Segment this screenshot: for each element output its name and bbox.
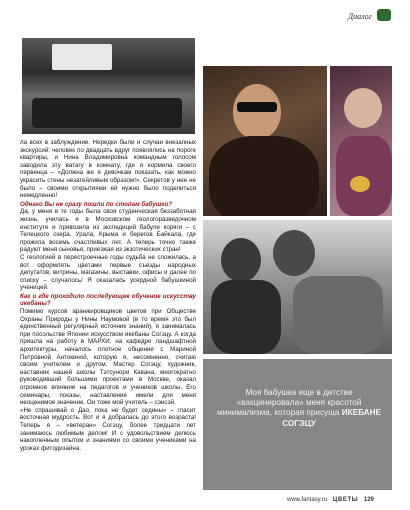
women-arranging-flowers-photo <box>203 220 392 354</box>
pull-quote-emphasis: ИКЕБАНЕ СОГЭЦУ <box>282 408 381 428</box>
interview-question: Как и где проходило последующее обучение искусству икебаны? <box>20 292 196 308</box>
footer-magazine: ЦВЕТЫ <box>332 497 359 503</box>
man-with-glasses-photo <box>203 66 327 216</box>
lecture-hall-photo <box>22 38 195 134</box>
section-logo: Диалог <box>348 12 372 21</box>
paragraph: С геологией в перестроечные годы судьба не сложилась, а вот оформлять цветами первые съезды народных депутатов, витрины, магазины, выставки, офисы и далее по списку – случалось! Я оказалась усердной бабушкиной ученицей. <box>20 253 196 292</box>
elderly-woman-with-flowers-photo <box>330 66 392 216</box>
pull-quote <box>214 388 384 429</box>
footer-url[interactable]: www.fantasy.ru <box>287 497 328 503</box>
interview-question: Однако Вы не сразу пошли по стопам бабушки? <box>20 200 172 208</box>
paragraph: ла всех в заблуждение. Нередки были и случаи внезапных экскурсий: человек по двадцать вдруг появлялись на пороге квартиры, и Нина Владимировна командным голосом заводила эту ватагу в комнату, где я кормила своего первенца – «Должна же я девочкам показать, как можно украсить стены незатейливым образом!». Секретов у нее не было – своими открытиями ей нужно было поделиться немедленно! <box>20 139 196 200</box>
pull-quote-text: Моя бабушка еще в детстве «вакцинировала» меня красотой минимализма, которая присуща <box>217 388 362 418</box>
paragraph: Да, у меня в те годы была своя студенческая беззаботная жизнь, училась я в Московском геологоразведочном институте и привозила из экспедиций бабуле коряги – с Телецкого озера, Урала, Крыма и берегов Байкала, где прожила восемь счастливых лет. А теперь точно также радуют меня сыновья, приезжая из экзотических стран! <box>20 208 196 254</box>
page-number: 129 <box>363 497 374 503</box>
section-badge-icon <box>377 9 391 21</box>
article-column <box>20 139 196 452</box>
paragraph: «Не спрашивай о Дао, пока не будет седины» – гласит восточная мудрость. Вот и я добралась до этого возраста! Теперь я – «ветеран» Согэцу, более тридцати лет занимаюсь любимым делом! И с удовольствием делюсь накопленным опытом и знаниями со своими учениками на уроках фитодизайна. <box>20 406 196 452</box>
page-footer <box>287 497 374 503</box>
paragraph: Помимо курсов аранжировщиков цветов при Обществе Охраны Природы у Нины Наумовой (в то время это был единственный регулярный источник знаний), я занималась при посольстве Японии искусством икебаны Согэцу. А когда пришла на работу в МАРХИ, на кафедре ландшафтной архитектуры, началось плотное общение с Мариной Петровной Антокиной, которую я, несомненно, считаю своим учителем и другом. Мастер Согэцу, художник, наставник нашей школы Тэтсунори Кавана, многократно руководивший большими проектами в Москве, оказал огромное влияние на педагогов и учеников школы. Его семинары, показы, наставления имели для меня неоценимое значение. Он тоже мой учитель – сэнсэй. <box>20 308 196 407</box>
